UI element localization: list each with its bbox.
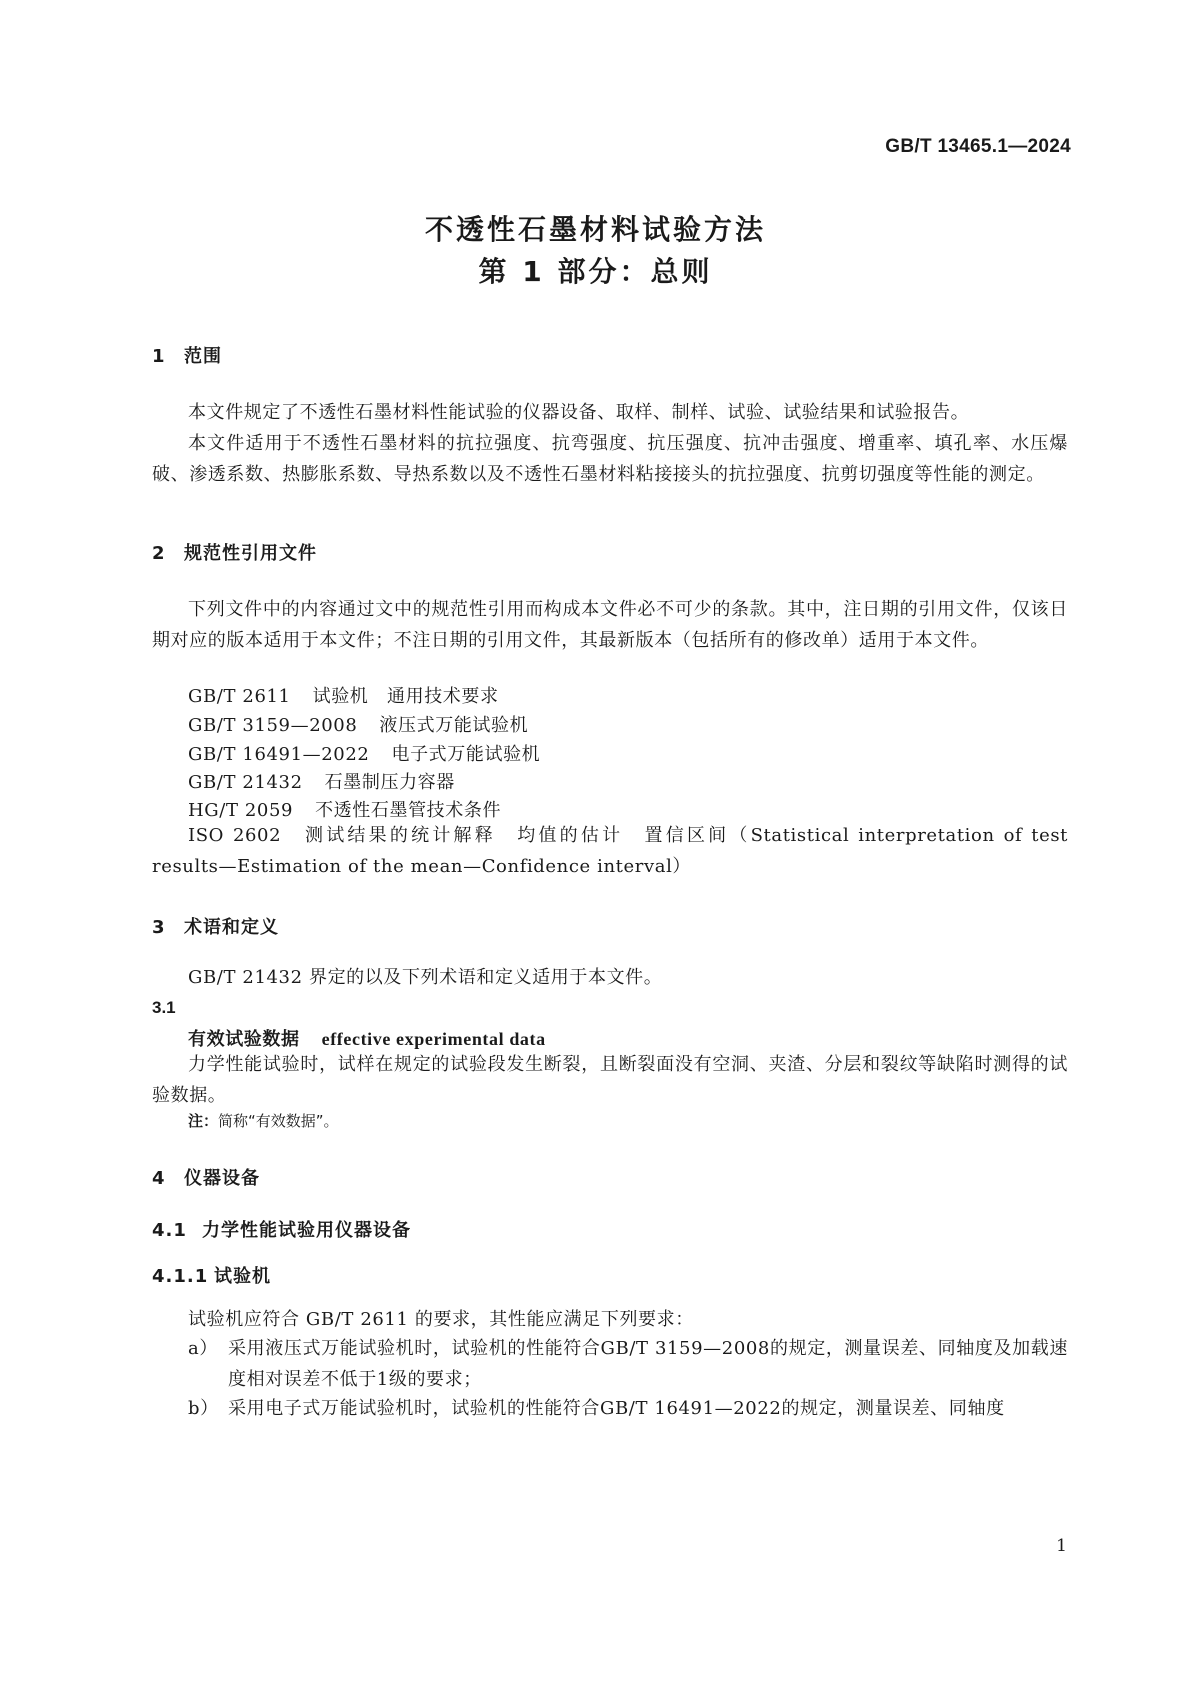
reference-code: HG/T 2059 [188,800,294,821]
section-number: 3 [152,917,166,938]
term-number: 3.1 [152,998,176,1017]
list-item [188,1333,1068,1395]
section-title: 范围 [184,346,222,367]
term-name-zh: 有效试验数据 [188,1029,300,1050]
reference-title: 电子式万能试验机 [391,744,541,765]
subsection-4-1-heading [152,1216,411,1242]
page-number: 1 [1056,1536,1067,1556]
subsection-number: 4.1.1 [152,1266,209,1287]
reference-title: 液压式万能试验机 [379,715,529,736]
section-number: 1 [152,346,166,367]
list-text: 采用液压式万能试验机时，试验机的性能符合GB/T 3159—2008的规定，测量误差、同轴度及加载速度相对误差不低于1级的要求； [228,1338,1068,1390]
section-2-heading [152,539,317,565]
reference-code: GB/T 3159—2008 [188,715,358,736]
paragraph: 本文件规定了不透性石墨材料性能试验的仪器设备、取样、制样、试验、试验结果和试验报告。 [188,402,970,423]
list-item [188,1393,1068,1424]
reference-item [188,682,499,708]
reference-item [188,768,455,794]
reference-code: GB/T 16491—2022 [188,744,370,765]
list-marker: a） [188,1338,218,1359]
paragraph: GB/T 21432 界定的以及下列术语和定义适用于本文件。 [188,967,663,988]
term-note [188,1110,339,1131]
subsection-title: 力学性能试验用仪器设备 [202,1220,411,1241]
reference-item [188,711,528,737]
reference-title: 试验机 通用技术要求 [312,686,499,707]
paragraph: 下列文件中的内容通过文中的规范性引用而构成本文件必不可少的条款。其中，注日期的引用文件，仅该日期对应的版本适用于本文件；不注日期的引用文件，其最新版本（包括所有的修改单）适用于本文件。 [152,599,1068,651]
note-text: 简称“有效数据”。 [218,1112,339,1130]
subsection-4-1-1-heading [152,1262,271,1288]
term-definition: 力学性能试验时，试样在规定的试验段发生断裂，且断裂面没有空洞、夹渣、分层和裂纹等缺陷时测得的试验数据。 [152,1054,1068,1106]
section-4-heading [152,1164,260,1190]
reference-title: 石墨制压力容器 [324,772,455,793]
list-marker: b） [188,1398,219,1419]
note-label: 注： [188,1112,219,1130]
reference-item [188,740,540,766]
section-title: 仪器设备 [184,1168,260,1189]
reference-code: GB/T 21432 [188,772,303,793]
reference-code: GB/T 2611 [188,686,291,707]
document-title: 不透性石墨材料试验方法 [424,213,766,246]
section-number: 4 [152,1168,166,1189]
paragraph: 试验机应符合 GB/T 2611 的要求，其性能应满足下列要求： [188,1309,694,1330]
section-title: 术语和定义 [184,917,279,938]
document-subtitle: 第 1 部分：总则 [478,255,713,288]
section-title: 规范性引用文件 [184,543,317,564]
standard-code: GB/T 13465.1—2024 [885,136,1071,157]
section-number: 2 [152,543,166,564]
reference-title: 不透性石墨管技术条件 [315,800,502,821]
term-name [188,1025,546,1051]
reference-item [188,796,501,822]
subsection-title: 试验机 [214,1266,271,1287]
list-text: 采用电子式万能试验机时，试验机的性能符合GB/T 16491—2022的规定，测量误差、同轴度 [228,1398,1005,1419]
paragraph: 本文件适用于不透性石墨材料的抗拉强度、抗弯强度、抗压强度、抗冲击强度、增重率、填孔率、水压爆破、渗透系数、热膨胀系数、导热系数以及不透性石墨材料粘接接头的抗拉强度、抗剪切强度等性能的测定。 [152,433,1068,485]
term-name-en: effective experimental data [321,1029,546,1049]
section-1-heading [152,342,222,368]
section-3-heading [152,913,279,939]
subsection-number: 4.1 [152,1220,187,1241]
iso-reference: ISO 2602 测试结果的统计解释 均值的估计 置信区间（Statistical interpretation of test results—Estimation of the mean—Confidence interval） [152,825,1068,877]
